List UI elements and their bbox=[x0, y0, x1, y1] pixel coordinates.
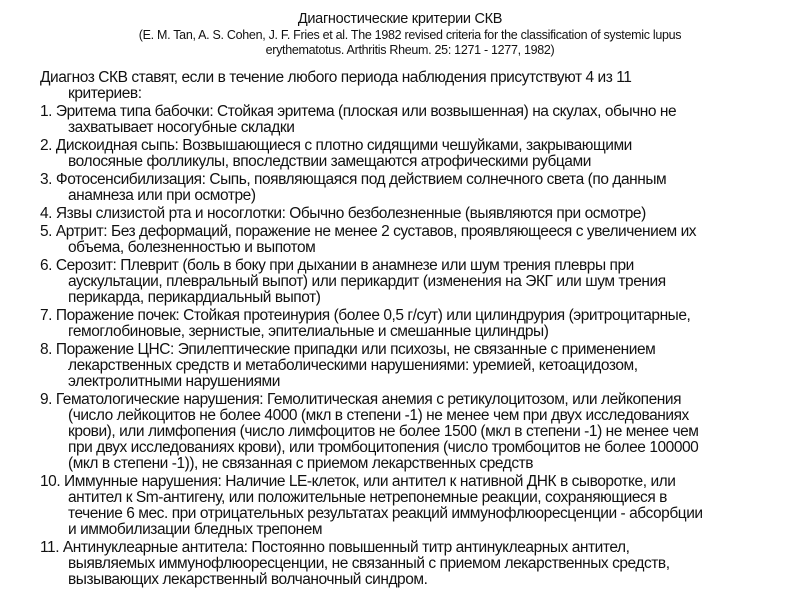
text-line: (число лейкоцитов не более 4000 (мкл в степени -1) не менее чем при двух исследованиях bbox=[68, 407, 689, 424]
text-line: электролитными нарушениями bbox=[68, 373, 280, 390]
text-line: 10. Иммунные нарушения: Наличие LE-клеток, или антител к нативной ДНК в сыворотке, или bbox=[40, 473, 676, 490]
text-line: 2. Дискоидная сыпь: Возвышающиеся с плотно сидящими чешуйками, закрывающими bbox=[40, 137, 632, 154]
text-line: выявляемых иммунофлюоресценции, не связанный с приемом лекарственных средств, bbox=[68, 555, 670, 572]
text-line: захватывает носогубные складки bbox=[68, 119, 295, 136]
text-line: объема, болезненностью и выпотом bbox=[68, 239, 316, 256]
text-line: антител к Sm-антигену, или положительные нетрепонемные реакции, сохраняющиеся в bbox=[68, 489, 667, 506]
criterion-item bbox=[40, 392, 790, 472]
text-line: аускультации, плевральный выпот) или перикардит (изменения на ЭКГ или шум трения bbox=[68, 273, 666, 290]
criterion-item bbox=[40, 474, 790, 538]
citation-line: erythematotus. Arthritis Rheum. 25: 1271 - 1277, 1982) bbox=[265, 42, 555, 57]
text-line: 6. Серозит: Плеврит (боль в боку при дыхании в анамнезе или шум трения плевры при bbox=[40, 257, 634, 274]
intro-paragraph bbox=[40, 70, 790, 102]
text-line: критериев: bbox=[68, 85, 142, 102]
criterion-item bbox=[40, 342, 790, 390]
text-line: анамнеза или при осмотре) bbox=[68, 187, 256, 204]
criterion-item bbox=[40, 308, 790, 340]
text-line: перикарда, перикардиальный выпот) bbox=[68, 289, 321, 306]
citation-line: (E. M. Tan, A. S. Cohen, J. F. Fries et al. The 1982 revised criteria for the classification of systemic lupus bbox=[138, 28, 682, 42]
text-line: и иммобилизации бледных трепонем bbox=[68, 521, 323, 538]
text-line: 3. Фотосенсибилизация: Сыпь, появляющаяся под действием солнечного света (по данным bbox=[40, 171, 667, 188]
slide-title: Диагностические критерии СКВ bbox=[297, 11, 503, 27]
text-line: Диагноз СКВ ставят, если в течение любого периода наблюдения присутствуют 4 из 11 bbox=[40, 69, 632, 86]
citation bbox=[60, 28, 760, 57]
criterion-item bbox=[40, 138, 790, 170]
text-line: крови), или лимфопения (число лимфоцитов не более 1500 (мкл в степени -1) не менее чем bbox=[68, 423, 699, 440]
text-line: 5. Артрит: Без деформаций, поражение не менее 2 суставов, проявляющееся с увеличением их bbox=[40, 223, 697, 240]
text-line: течение 6 мес. при отрицательных результатах реакций иммунофлюоресценции - абсорбции bbox=[68, 505, 703, 522]
text-line: волосяные фолликулы, впоследствии замещаются атрофическими рубцами bbox=[68, 153, 591, 170]
criterion-item bbox=[40, 224, 790, 256]
criterion-item bbox=[40, 104, 790, 136]
criteria-list bbox=[40, 70, 790, 590]
text-line: лекарственных средств и метаболическими нарушениями: уремией, кетоацидозом, bbox=[68, 357, 638, 374]
criterion-item bbox=[40, 206, 790, 222]
text-line: гемоглобиновые, зернистые, эпителиальные и смешанные цилиндры) bbox=[68, 323, 549, 340]
text-line: 4. Язвы слизистой рта и носоглотки: Обычно безболезненные (выявляются при осмотре) bbox=[40, 205, 646, 222]
text-line: 9. Гематологические нарушения: Гемолитическая анемия с ретикулоцитозом, или лейкопения bbox=[40, 391, 682, 408]
criterion-item bbox=[40, 172, 790, 204]
text-line: (мкл в степени -1)), не связанная с приемом лекарственных средств bbox=[68, 455, 534, 472]
text-line: вызывающих лекарственный волчаночный синдром. bbox=[68, 571, 428, 588]
text-line: 1. Эритема типа бабочки: Стойкая эритема (плоская или возвышенная) на скулах, обычно не bbox=[40, 103, 677, 120]
criterion-item bbox=[40, 540, 790, 588]
text-line: 11. Антинуклеарные антитела: Постоянно повышенный титр антинуклеарных антител, bbox=[40, 539, 630, 556]
text-line: при двух исследованиях крови), или тромбоцитопения (число тромбоцитов не более 100000 bbox=[68, 439, 699, 456]
text-line: 7. Поражение почек: Стойкая протеинурия (более 0,5 г/сут) или цилиндрурия (эритроцитарные, bbox=[40, 307, 691, 324]
criterion-item bbox=[40, 258, 790, 306]
text-line: 8. Поражение ЦНС: Эпилептические припадки или психозы, не связанные с применением bbox=[40, 341, 656, 358]
